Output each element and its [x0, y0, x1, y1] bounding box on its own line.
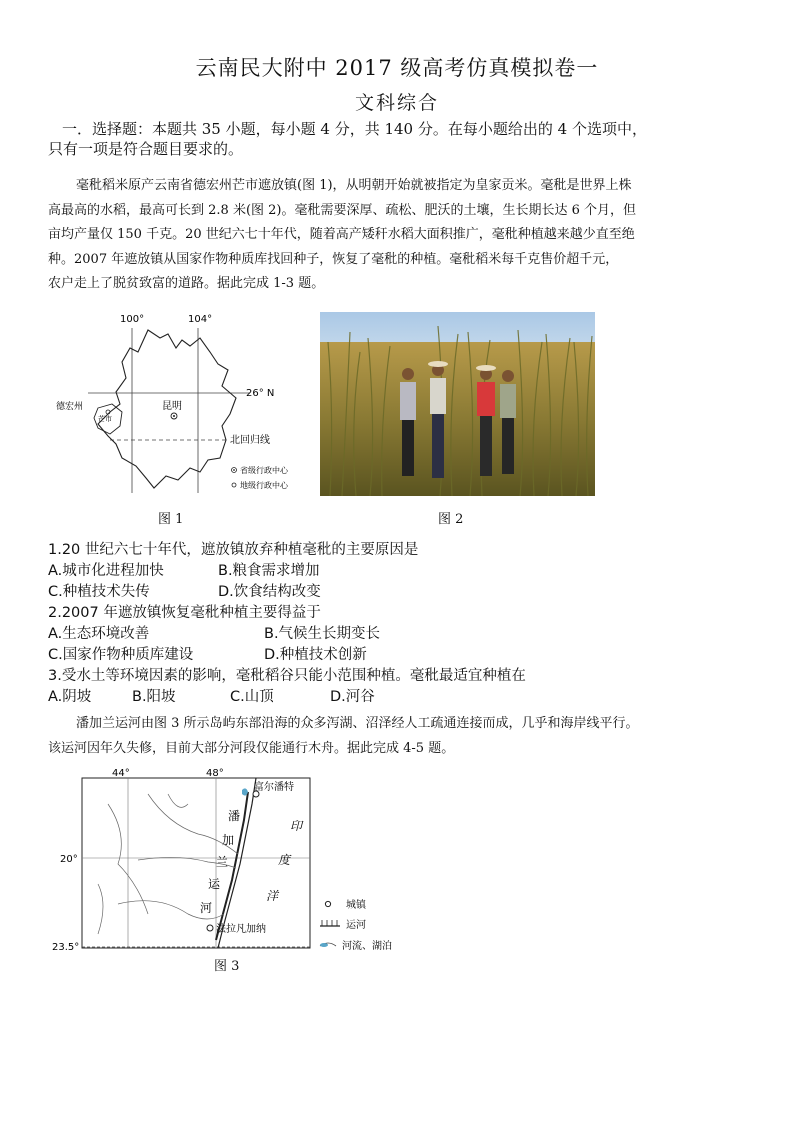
fig1-tropic-label: 北回归线: [230, 435, 270, 446]
rice-field-photo: [320, 312, 595, 496]
question-2-options: [48, 622, 548, 642]
q1-option-c[interactable]: C.种植技术失传: [48, 584, 150, 600]
passage-1-line: 种。2007 年遮放镇从国家作物种质库找回种子，恢复了毫秕的种植。毫秕稻米每千克售价超千元，: [48, 251, 619, 267]
q2-option-c[interactable]: C.国家作物种质库建设: [48, 647, 194, 663]
q3-option-b[interactable]: B.阳坡: [132, 689, 176, 705]
fig3-lon1-label: 44°: [112, 768, 130, 779]
passage-1-line: 亩均产量仅 150 千克。20 世纪六七十年代，随着高产矮秆水稻大面积推广，毫秕种植越来越少直至绝: [48, 227, 635, 243]
q2-option-b[interactable]: B.气候生长期变长: [264, 626, 381, 642]
q1-option-a[interactable]: A.城市化进程加快: [48, 563, 164, 579]
kunming-marker-dot: [173, 415, 175, 417]
fig3-legend-canal-marker: [320, 920, 340, 926]
fig1-kunming-label: 昆明: [162, 401, 182, 412]
figure-3-caption: 图 3: [214, 959, 240, 974]
fig3-legend-town: 城镇: [346, 900, 366, 911]
question-3-stem: 3.受水土等环境因素的影响，毫秕稻谷只能小范围种植。毫秕最适宜种植在: [48, 668, 526, 684]
figure-2-photo: [320, 312, 595, 496]
fig3-legend-river-marker: [320, 943, 336, 947]
fig3-city-north: 富尔潘特: [254, 782, 294, 793]
q3-option-c[interactable]: C.山顶: [230, 689, 274, 705]
question-1-options-2: [48, 580, 548, 600]
exam-subject: 文科综合: [354, 92, 439, 114]
passage-1-line: 毫秕稻米原产云南省德宏州芒市遮放镇(图 1)，从明朝开始就被指定为皇家贡米。毫秕是世界上株: [76, 178, 632, 193]
question-2-stem: 2.2007 年遮放镇恢复毫秕种植主要得益于: [48, 605, 321, 621]
passage-1-line: 高最高的水稻，最高可长到 2.8 米(图 2)。毫秕需要深厚、疏松、肥沃的土壤，生长期长达 6 个月，但: [48, 202, 637, 218]
fig3-frame: [82, 778, 310, 948]
fig1-legend-provincial: 省级行政中心: [240, 466, 288, 475]
q3-option-d[interactable]: D.河谷: [330, 689, 375, 705]
fig3-canal-char-4: 运: [208, 877, 221, 891]
fig3-legend-town-marker: [325, 901, 330, 906]
fig3-ocean-char-2: 度: [278, 853, 291, 867]
question-2-options-2: [48, 643, 548, 663]
passage-2-line: 潘加兰运河由图 3 所示岛屿东部沿海的众多泻湖、沼泽经人工疏通连接而成，几乎和海岸线平行。: [76, 716, 639, 731]
legend-prefecture-marker: [232, 483, 236, 487]
question-3-options: [48, 685, 548, 705]
fig3-city-south: 法拉凡加纳: [216, 924, 266, 935]
q1-option-b[interactable]: B.粮食需求增加: [218, 563, 320, 579]
section-instruction-line1: 一．选择题：本题共 35 小题，每小题 4 分，共 140 分。在每小题给出的 4 个选项中，: [62, 120, 647, 138]
section-instruction-line2: 只有一项是符合题目要求的。: [48, 140, 244, 158]
question-1-options: [48, 559, 548, 579]
fig3-legend-river: 河流、湖泊: [342, 941, 392, 952]
q3-option-a[interactable]: A.阴坡: [48, 689, 92, 705]
fig3-canal-char-1: 潘: [228, 809, 241, 823]
exam-title: 云南民大附中 2017 级高考仿真模拟卷一: [195, 56, 599, 80]
figure-1-caption: 图 1: [158, 512, 184, 527]
fig3-canal-char-2: 加: [222, 833, 235, 847]
fig1-mangshi-label: 芒市: [98, 415, 112, 423]
fig3-lat1-label: 20°: [60, 854, 78, 865]
figure-2-caption: 图 2: [438, 512, 464, 527]
fig1-lat-label: 26° N: [246, 388, 275, 399]
fig3-town-south: [207, 925, 213, 931]
fig3-canal-char-3: 兰: [216, 855, 229, 869]
fig3-canal-char-5: 河: [200, 901, 213, 915]
fig1-legend-prefecture: 地级行政中心: [240, 481, 288, 490]
passage-1: [48, 174, 748, 297]
fig1-lon1-label: 100°: [120, 314, 145, 325]
passage-1-line: 农户走上了脱贫致富的道路。据此完成 1-3 题。: [48, 276, 325, 292]
fig3-lon2-label: 48°: [206, 768, 224, 779]
fig1-dehong-label: 德宏州: [56, 402, 84, 412]
figure-3-map: [48, 764, 428, 974]
q1-option-d[interactable]: D.饮食结构改变: [218, 584, 321, 600]
fig3-legend-canal: 运河: [346, 920, 366, 931]
legend-provincial-dot: [233, 469, 235, 471]
fig3-ocean-char-3: 洋: [266, 889, 279, 903]
fig3-lat2-label: 23.5°: [52, 942, 80, 953]
passage-2: [48, 712, 748, 761]
q2-option-a[interactable]: A.生态环境改善: [48, 626, 150, 642]
figure-1-map: [50, 308, 310, 508]
q2-option-d[interactable]: D.种植技术创新: [264, 647, 367, 663]
question-1-stem: 1.20 世纪六七十年代，遮放镇放弃种植毫秕的主要原因是: [48, 542, 419, 558]
fig1-lon2-label: 104°: [188, 314, 213, 325]
fig3-ocean-char-1: 印: [290, 819, 303, 833]
passage-2-line: 该运河因年久失修，目前大部分河段仅能通行木舟。据此完成 4-5 题。: [48, 740, 455, 756]
